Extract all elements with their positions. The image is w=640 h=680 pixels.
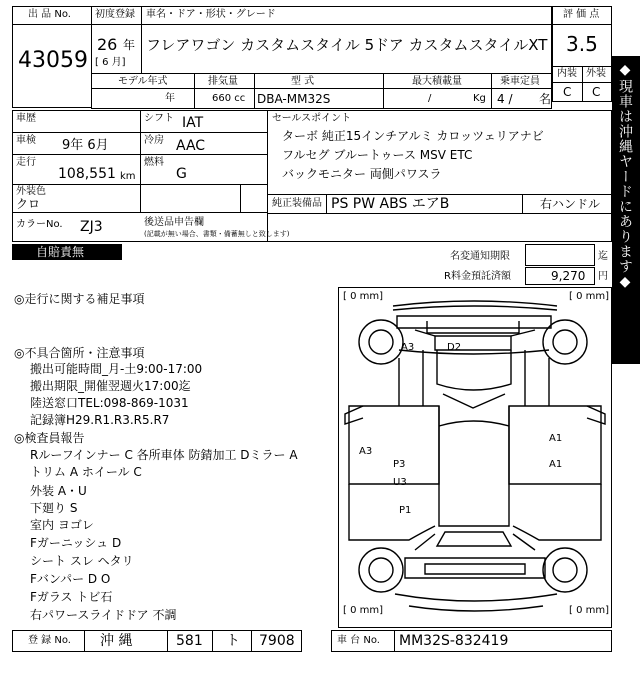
inspector-line: シート スレ ヘタリ [30,554,134,568]
tire-depth-rear-left: [ 0 mm] [343,605,384,616]
defect-line: 搬出可能時間_月-土9:00-17:00 [30,362,203,376]
defect-line: 陸送窓口TEL:098-869-1031 [30,396,189,410]
registration-month: [ 6 月] [95,57,126,68]
aftermarket-note: (記載が無い場合、書類・備蓄無しと致します) [144,230,290,238]
exterior-grade: C [592,85,601,99]
rating-score: 3.5 [566,32,598,56]
tire-depth-front-left: [ 0 mm] [343,291,384,302]
mileage-value: 108,551 [58,166,116,182]
shift-value: IAT [182,115,204,131]
tire-depth-rear-right: [ 0 mm] [569,605,610,616]
inspection-label: 車検 [16,135,36,146]
aftermarket-label: 後送品申告欄 [144,217,204,228]
inspector-line: Fガーニッシュ D [30,536,122,550]
registration-kana: ト [226,633,240,649]
equipment-value: PS PW ABS エアB [331,196,450,212]
inspector-line: Rルーフインナー C 各所車体 防錆加工 Dミラー A [30,448,298,462]
registration-no-label: 登 録 No. [28,635,71,646]
damage-mark: A1 [549,459,563,470]
interior-label: 内装 [557,68,577,79]
inspector-line: 外装 A・U [30,484,87,498]
damage-mark: P1 [399,505,412,516]
interior-grade: C [563,85,572,99]
colorno-label: カラーNo. [16,219,63,230]
capacity-value: 4 / [497,92,513,106]
recycle-unit: 円 [598,271,608,282]
status-band-text: 自賠責無 [36,245,85,259]
car-diagram [338,287,612,628]
mileage-unit: km [120,171,136,182]
sales-point-label: セールスポイント [272,113,352,124]
damage-mark: P3 [393,459,406,470]
inspector-line: 右パワースライドドア 不調 [30,608,177,622]
registration-year: 26 [97,35,118,54]
type-label: 型 式 [291,76,315,87]
lot-number: 43059 [18,48,88,73]
model-year-unit: 年 [165,93,175,104]
sales-point-line: バックモニター 両側パワスラ [282,167,442,181]
damage-mark: A1 [549,433,563,444]
side-notice-text: ◆現車は沖縄ヤードにあります◆ [617,62,633,291]
chassis-no-value: MM32S-832419 [399,633,509,649]
mileage-label: 走行 [16,157,36,168]
colorno-value: ZJ3 [80,219,103,235]
fuel-value: G [176,166,187,182]
registration-region: 沖 縄 [100,633,133,649]
driving-notes-header: ◎走行に関する補足事項 [14,292,145,306]
inspector-header: ◎検査員報告 [14,431,85,445]
defects-header: ◎不具合箇所・注意事項 [14,346,145,360]
type-value: DBA-MM32S [257,92,331,106]
inspector-line: Fバンパー D O [30,572,111,586]
inspector-line: Fガラス トビ石 [30,590,113,604]
defect-line: 記録簿H29.R1.R3.R5.R7 [30,413,170,427]
registration-class: 581 [176,633,203,649]
name-change-field [525,244,595,266]
registration-number: 7908 [259,633,295,649]
damage-mark: U3 [393,477,407,488]
max-load-label: 最大積載量 [412,76,462,87]
registration-year-unit: 年 [123,38,136,52]
max-load-value: / [428,93,432,104]
steering-value: 右ハンドル [540,197,601,211]
color-label: 外装色 [16,186,46,197]
name-change-unit: 迄 [598,251,608,262]
side-notice-band [612,56,640,364]
car-name-label: 車名・ドア・形状・グレード [146,9,276,20]
damage-mark: A3 [359,446,373,457]
car-name: フレアワゴン カスタムスタイル 5ドア カスタムスタイルXT [146,36,548,54]
ac-value: AAC [176,138,206,154]
lot-label: 出 品 No. [28,9,71,20]
history-label: 車歴 [16,113,36,124]
damage-mark: A3 [401,342,415,353]
inspector-line: トリム A ホイール C [30,465,142,479]
inspector-line: 室内 ヨゴレ [30,518,94,532]
shift-label: シフト [144,113,174,124]
rating-label: 評 価 点 [563,9,600,20]
color-value: クロ [16,197,41,211]
tire-depth-front-right: [ 0 mm] [569,291,610,302]
exterior-label: 外装 [586,68,606,79]
equipment-label: 純正装備品 [272,198,322,209]
fuel-label: 燃料 [144,157,164,168]
max-load-unit: Kg [473,93,486,104]
damage-mark: D2 [447,342,462,353]
capacity-label: 乗車定員 [500,76,540,87]
inspection-value: 9年 6月 [62,138,109,153]
model-year-label: モデル年式 [118,76,168,87]
defect-line: 搬出期限_開催翌週火17:00迄 [30,379,191,393]
ac-label: 冷房 [144,135,164,146]
name-change-label: 名変通知期限 [450,251,510,262]
registration-label: 初度登録 [95,9,135,20]
displacement-label: 排気量 [208,76,238,87]
displacement-value: 660 cc [212,93,246,104]
capacity-unit: 名 [539,92,552,106]
sales-point-line: ターボ 純正15インチアルミ カロッツェリアナビ [282,129,544,143]
chassis-no-label: 車 台 No. [337,635,380,646]
sales-point-line: フルセグ ブルートゥース MSV ETC [282,148,473,162]
inspector-line: 下廻り S [30,501,78,515]
car-outline-diagram [339,288,611,627]
recycle-value: 9,270 [551,269,586,283]
recycle-label: R料金預託済額 [444,271,511,282]
